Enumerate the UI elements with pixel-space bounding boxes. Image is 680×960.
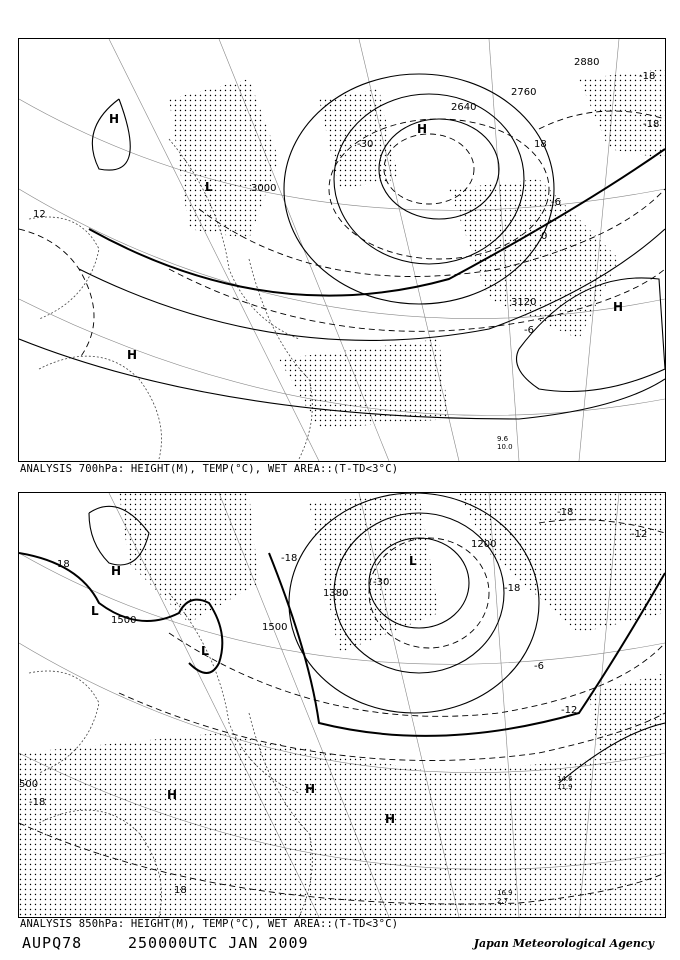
station-value: 10.0 — [497, 443, 513, 451]
high-pressure-symbol: H — [109, 112, 120, 126]
height-label: 1200 — [471, 539, 497, 550]
temp-label: 18 — [174, 885, 187, 896]
temp-label: -18 — [281, 553, 298, 564]
height-label: 2880 — [574, 57, 600, 68]
station-value: 2.7 — [497, 897, 509, 905]
valid-time: 250000UTC JAN 2009 — [128, 934, 309, 952]
temp-label: -12 — [631, 529, 648, 540]
low-pressure-symbol: L — [201, 644, 209, 658]
high-pressure-symbol: H — [417, 122, 428, 136]
map-700hpa — [18, 38, 666, 462]
temp-label: -30 — [373, 577, 390, 588]
high-pressure-symbol: H — [167, 788, 178, 802]
height-label: 1380 — [323, 588, 349, 599]
height-label: 500 — [19, 779, 39, 790]
temp-label: -18 — [504, 583, 521, 594]
high-pressure-symbol: H — [613, 300, 624, 314]
caption-850hpa: ANALYSIS 850hPa: HEIGHT(M), TEMP(°C), WET AREA::(T-TD<3°C) — [20, 918, 399, 930]
station-value: 11.9 — [557, 783, 573, 791]
temp-label: -30 — [357, 139, 374, 150]
map-850hpa-canvas — [19, 493, 665, 917]
high-pressure-symbol: H — [111, 564, 122, 578]
height-label: 1500 — [111, 615, 137, 626]
high-pressure-symbol: H — [385, 812, 396, 826]
station-value: 9.6 — [497, 435, 509, 443]
height-label: 3000 — [251, 183, 277, 194]
height-label: 2760 — [511, 87, 537, 98]
low-pressure-symbol: L — [91, 604, 99, 618]
temp-label: -12 — [561, 705, 578, 716]
chart-id: AUPQ78 — [22, 934, 83, 952]
map-850hpa — [18, 492, 666, 918]
high-pressure-symbol: H — [127, 348, 138, 362]
height-label: 3120 — [511, 297, 537, 308]
station-value: 14.6 — [557, 775, 573, 783]
temp-label: -6 — [534, 661, 544, 672]
low-pressure-symbol: L — [409, 554, 417, 568]
station-value: 16.9 — [497, 889, 513, 897]
temp-label: 18 — [534, 139, 547, 150]
temp-label: -18 — [29, 797, 46, 808]
agency-name: Japan Meteorological Agency — [473, 937, 654, 950]
temp-label: -6 — [524, 325, 534, 336]
height-label: 2640 — [451, 102, 477, 113]
caption-700hpa: ANALYSIS 700hPa: HEIGHT(M), TEMP(°C), WET AREA::(T-TD<3°C) — [20, 463, 399, 475]
temp-label: 12 — [33, 209, 46, 220]
temp-label: -18 — [639, 71, 656, 82]
temp-label: -18 — [557, 507, 574, 518]
high-pressure-symbol: H — [305, 782, 316, 796]
temp-label: 0 — [541, 231, 548, 242]
temp-label: -6 — [551, 197, 561, 208]
low-pressure-symbol: L — [205, 180, 213, 194]
map-700hpa-canvas — [19, 39, 665, 461]
temp-label: -18 — [643, 119, 660, 130]
height-label: 1500 — [262, 622, 288, 633]
temp-label: 18 — [57, 559, 70, 570]
